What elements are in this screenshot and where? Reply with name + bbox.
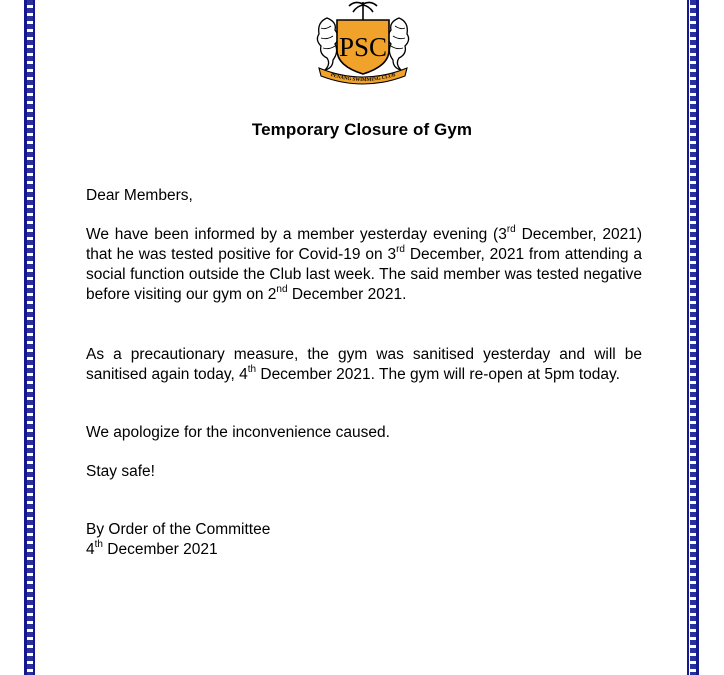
right-page-border xyxy=(687,0,699,675)
club-logo xyxy=(309,0,417,86)
paragraph-apology: We apologize for the inconvenience caused. xyxy=(86,424,390,441)
svg-text:PENANG SWIMMING CLUB: PENANG SWIMMING CLUB xyxy=(329,73,397,84)
right-seahorse-icon xyxy=(388,18,409,70)
left-page-border xyxy=(24,0,36,675)
svg-text:PSC: PSC xyxy=(338,32,388,62)
paragraph-stay-safe: Stay safe! xyxy=(86,463,155,480)
salutation: Dear Members, xyxy=(86,187,193,204)
signoff-date: 4th December 2021 xyxy=(86,538,218,558)
notice-title: Temporary Closure of Gym xyxy=(251,120,473,139)
paragraph-incident: We have been informed by a member yesterday evening (3rd December, 2021) that he was tested positive for Covid-19 on 3rd December, 2021 from attending a social function outside the Club last week. The said member was tested negative before visiting our gym on 2nd December 2021. xyxy=(86,223,642,303)
palm-tree-icon xyxy=(349,2,377,20)
signoff-block xyxy=(86,520,642,560)
paragraph-sanitisation: As a precautionary measure, the gym was sanitised yesterday and will be sanitised again today, 4th December 2021. The gym will re-open at 5pm today. xyxy=(86,346,642,383)
signoff-committee: By Order of the Committee xyxy=(86,521,271,538)
left-seahorse-icon xyxy=(317,18,338,70)
